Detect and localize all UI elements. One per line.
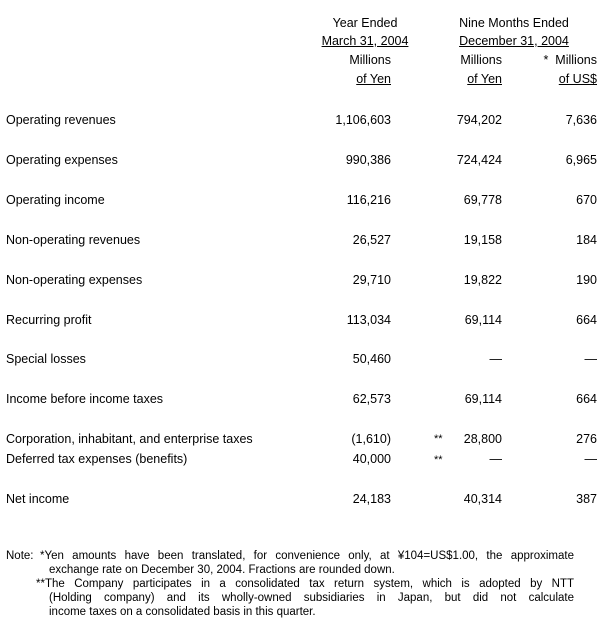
row-label: Corporation, inhabitant, and enterprise taxes [6,432,253,446]
ninemonth-yen-value: 28,800 [463,432,502,446]
row-label: Non-operating revenues [6,233,141,247]
row-label: Recurring profit [6,313,92,327]
note2-line2: (Holding company) and its wholly-owned subsidiaries in Japan, but did not calculate [49,592,574,604]
footnote-marker: ** [434,433,443,445]
note1-line1: *Yen amounts have been translated, for convenience only, at ¥104=US$1.00, the approximate [40,550,574,562]
year-value: 113,034 [346,313,391,327]
col3-unit-bottom: of US$ [558,72,597,86]
ninemonth-yen-value: 40,314 [463,492,502,506]
col23-period-label: Nine Months Ended [459,16,569,30]
col1-period-label: Year Ended [332,16,398,30]
ninemonth-usd-value: — [584,452,597,466]
ninemonth-usd-value: 670 [576,193,597,207]
ninemonth-yen-value: 724,424 [456,153,502,167]
ninemonth-yen-value: 69,114 [464,313,502,327]
note2-line1: **The Company participates in a consolidated tax return system, which is adopted by NTT [36,578,574,590]
ninemonth-yen-value: 794,202 [456,113,502,127]
ninemonth-usd-value: 387 [576,492,597,506]
year-value: 29,710 [352,273,391,287]
year-value: 990,386 [345,153,391,167]
note-prefix: Note: [6,550,34,562]
row-label: Operating revenues [6,113,116,127]
row-label: Operating income [6,193,105,207]
col3-unit-top: * Millions [543,53,597,67]
ninemonth-yen-value: — [489,452,502,466]
ninemonth-yen-value: 19,822 [463,273,502,287]
year-value: 40,000 [352,452,391,466]
row-label: Operating expenses [6,153,118,167]
year-value: 24,183 [352,492,391,506]
row-label: Income before income taxes [6,392,164,406]
year-value: 116,216 [346,193,391,207]
ninemonth-usd-value: 7,636 [565,113,597,127]
ninemonth-usd-value: 664 [576,392,597,406]
col1-date-label: March 31, 2004 [321,34,409,48]
ninemonth-usd-value: 184 [576,233,597,247]
year-value: (1,610) [351,432,391,446]
ninemonth-yen-value: 69,114 [464,392,502,406]
ninemonth-yen-value: — [489,352,502,366]
row-label: Net income [6,492,70,506]
ninemonth-yen-value: 19,158 [463,233,502,247]
ninemonth-usd-value: 664 [576,313,597,327]
ninemonth-usd-value: 276 [576,432,597,446]
col1-unit-bottom: of Yen [356,72,391,86]
year-value: 50,460 [352,352,391,366]
ninemonth-usd-value: — [584,352,597,366]
row-label: Non-operating expenses [6,273,143,287]
col23-date-label: December 31, 2004 [459,34,569,48]
col1-unit-top: Millions [349,53,391,67]
ninemonth-usd-value: 6,965 [565,153,597,167]
row-label: Special losses [6,352,86,366]
ninemonth-usd-value: 190 [576,273,597,287]
ninemonth-yen-value: 69,778 [463,193,502,207]
col2-unit-top: Millions [460,53,502,67]
note1-line2: exchange rate on December 30, 2004. Fractions are rounded down. [49,564,395,576]
year-value: 1,106,603 [335,113,391,127]
note2-line3: income taxes on a consolidated basis in this quarter. [49,606,316,618]
year-value: 26,527 [352,233,391,247]
row-label: Deferred tax expenses (benefits) [6,452,188,466]
footnote-marker: ** [434,454,443,466]
year-value: 62,573 [352,392,391,406]
col2-unit-bottom: of Yen [467,72,502,86]
